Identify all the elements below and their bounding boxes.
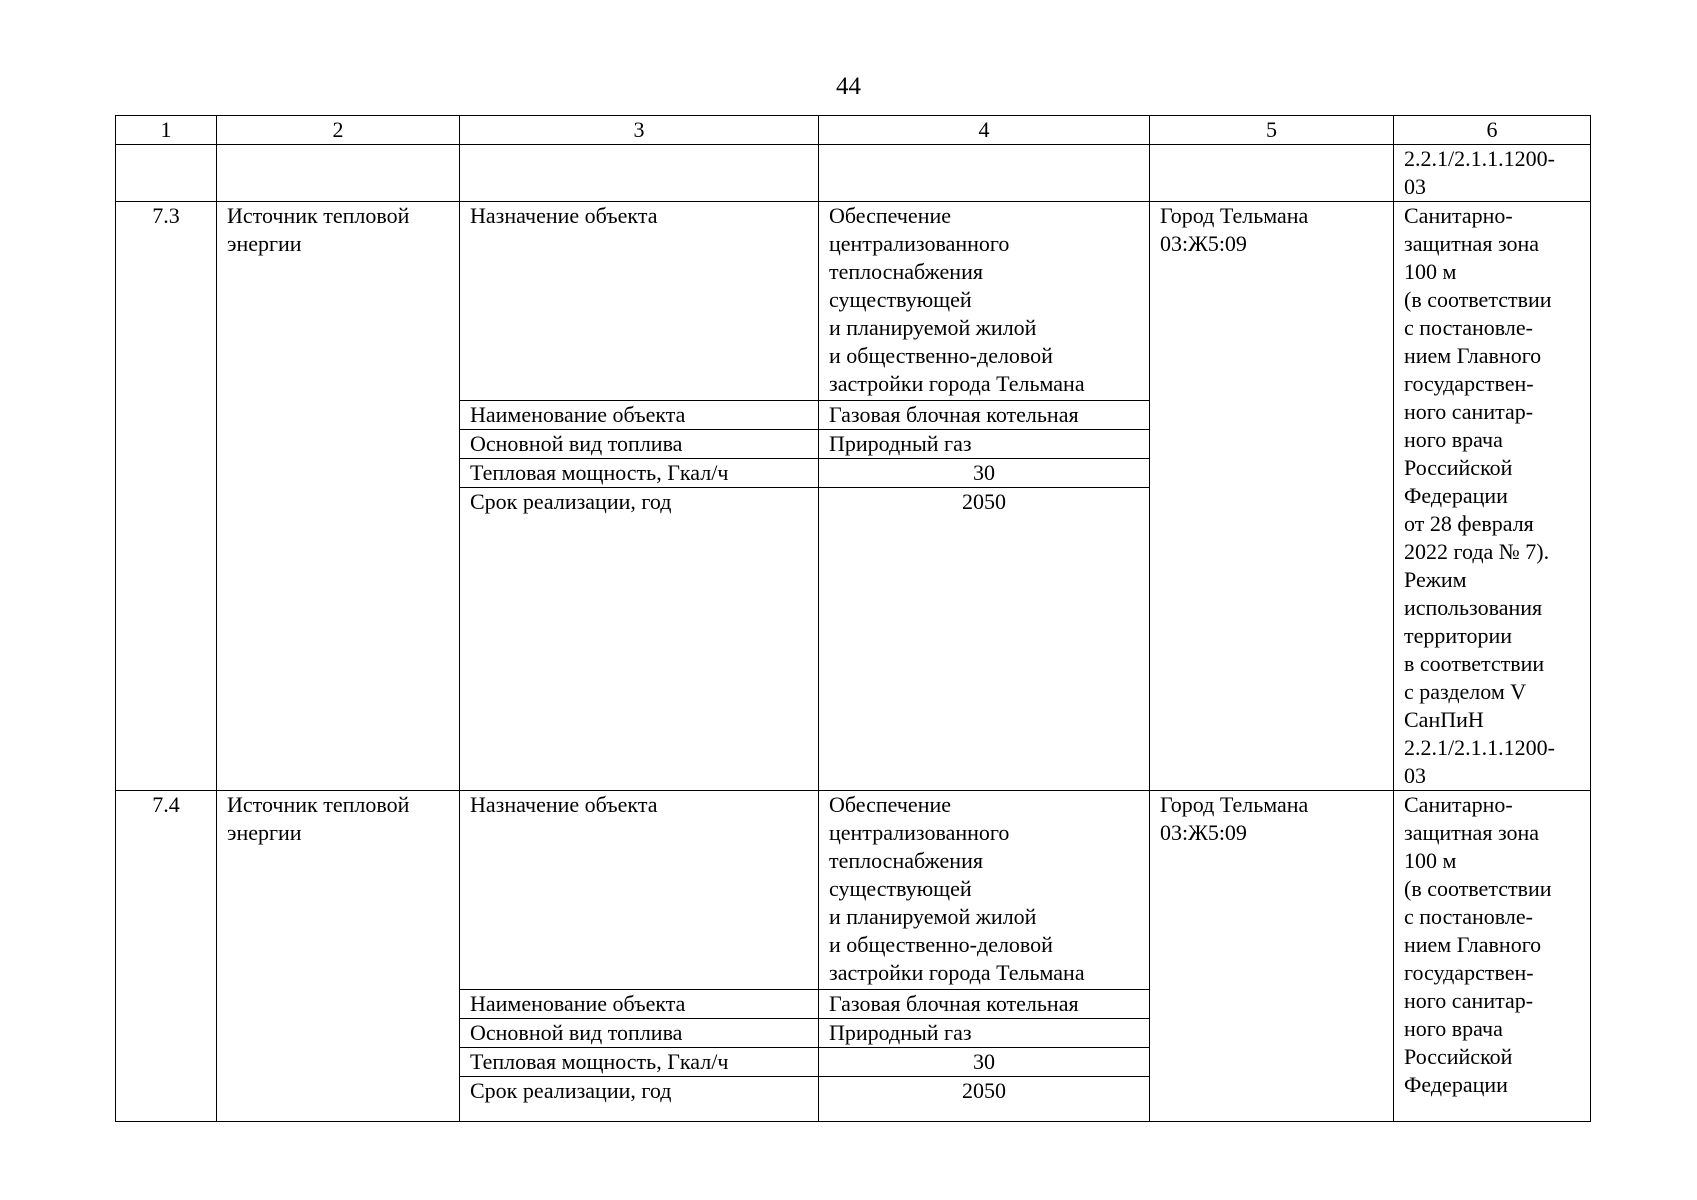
param-name: Основной вид топлива — [460, 430, 819, 459]
table-cell — [1150, 145, 1394, 202]
param-value: 30 — [819, 459, 1150, 488]
param-value: Газовая блочная котельная — [819, 990, 1150, 1019]
param-name: Наименование объекта — [460, 990, 819, 1019]
column-header: 1 — [116, 116, 217, 145]
object-type-cell: Источник тепловой энергии — [217, 202, 460, 791]
column-header: 2 — [217, 116, 460, 145]
param-value: 2050 — [819, 488, 1150, 791]
param-value: Обеспечение централизованного теплоснабжения существующей и планируемой жилой и общественно-деловой застройки города Тельмана — [819, 202, 1150, 401]
table-cell — [116, 145, 217, 202]
param-value: Природный газ — [819, 430, 1150, 459]
zone-continuation-cell: 2.2.1/2.1.1.1200- 03 — [1394, 145, 1591, 202]
param-value: Природный газ — [819, 1019, 1150, 1048]
param-name: Тепловая мощность, Гкал/ч — [460, 1048, 819, 1077]
table-header-row — [116, 116, 1591, 145]
column-header: 4 — [819, 116, 1150, 145]
table-row — [116, 202, 1591, 401]
column-header: 3 — [460, 116, 819, 145]
table-cell — [460, 145, 819, 202]
table-cell — [217, 145, 460, 202]
param-name: Тепловая мощность, Гкал/ч — [460, 459, 819, 488]
row-number: 7.3 — [116, 202, 217, 791]
param-value: Обеспечение централизованного теплоснабжения существующей и планируемой жилой и общественно-деловой застройки города Тельмана — [819, 791, 1150, 990]
param-name: Назначение объекта — [460, 202, 819, 401]
table-cell — [819, 145, 1150, 202]
location-cell: Город Тельмана 03:Ж5:09 — [1150, 202, 1394, 791]
param-name: Наименование объекта — [460, 401, 819, 430]
param-value: 30 — [819, 1048, 1150, 1077]
param-name: Срок реализации, год — [460, 488, 819, 791]
page-number: 44 — [836, 73, 861, 100]
document-table — [115, 115, 1591, 1122]
zone-cell: Санитарно- защитная зона 100 м (в соответствии с постановле- нием Главного государствен- ного санитар- ного врача Российской Федерации от 28 февраля 2022 года № 7). Режим использования территории в соответствии с разделом V СанПиН 2.2.1/2.1.1.1200- 03 — [1394, 202, 1591, 791]
continuation-row — [116, 145, 1591, 202]
param-value: 2050 — [819, 1077, 1150, 1122]
row-number: 7.4 — [116, 791, 217, 1122]
param-name: Назначение объекта — [460, 791, 819, 990]
column-header: 6 — [1394, 116, 1591, 145]
zone-cell: Санитарно- защитная зона 100 м (в соответствии с постановле- нием Главного государствен- ного санитар- ного врача Российской Федерации — [1394, 791, 1591, 1122]
object-type-cell: Источник тепловой энергии — [217, 791, 460, 1122]
column-header: 5 — [1150, 116, 1394, 145]
param-value: Газовая блочная котельная — [819, 401, 1150, 430]
param-name: Срок реализации, год — [460, 1077, 819, 1122]
param-name: Основной вид топлива — [460, 1019, 819, 1048]
table-row — [116, 791, 1591, 990]
location-cell: Город Тельмана 03:Ж5:09 — [1150, 791, 1394, 1122]
